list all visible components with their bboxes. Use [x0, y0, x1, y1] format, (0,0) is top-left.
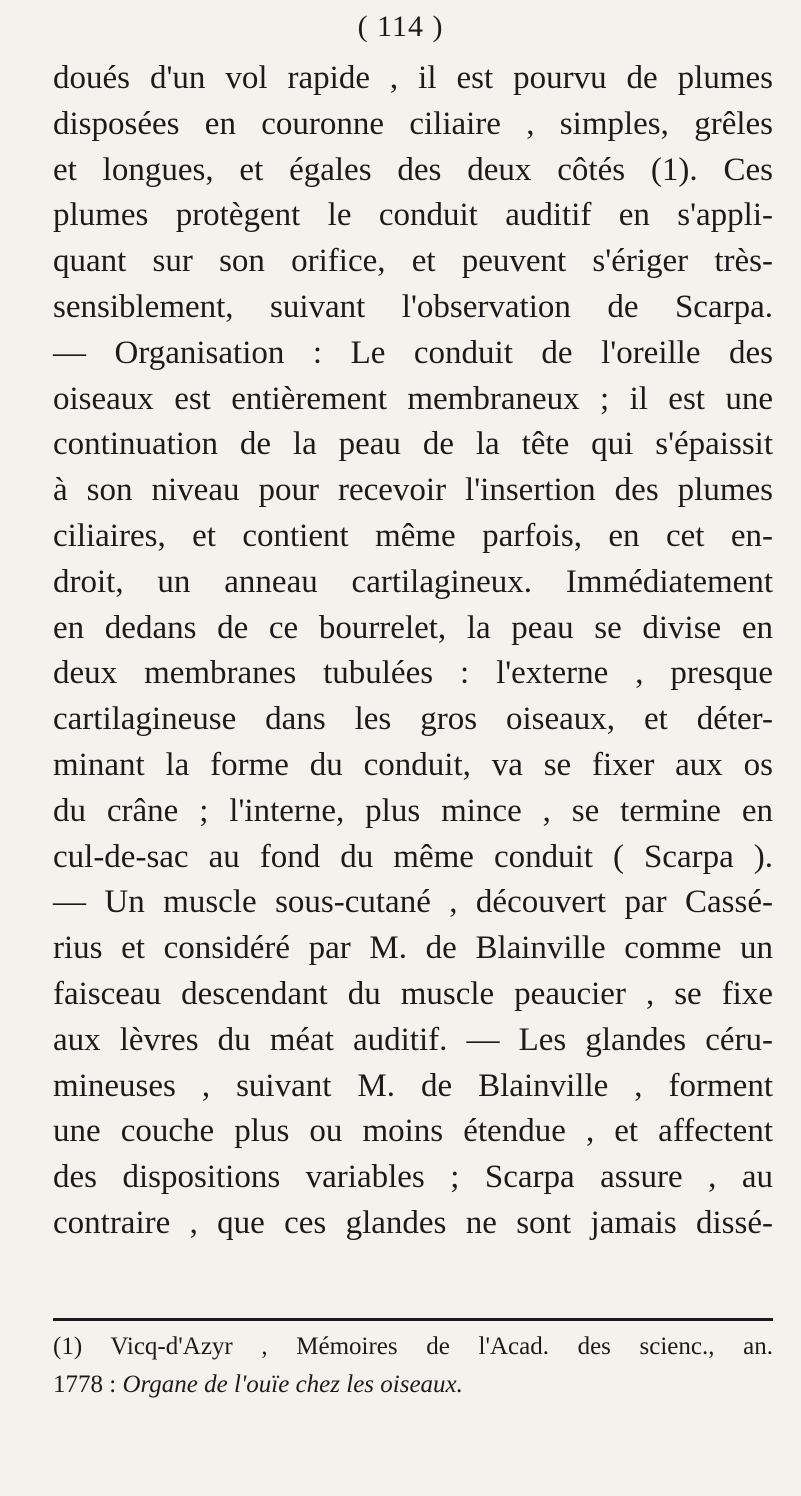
text-line: contraire , que ces glandes ne sont jamais dissé- [53, 1204, 773, 1241]
text-line: quant sur son orifice, et peuvent s'ériger très- [53, 243, 773, 280]
text-line: mineuses , suivant M. de Blainville , forment [53, 1067, 773, 1104]
text-line: cartilagineuse dans les gros oiseaux, et déter- [53, 701, 773, 738]
footnote-line: (1) Vicq-d'Azyr , Mémoires de l'Acad. des scienc., an. [53, 1333, 773, 1360]
text-line: une couche plus ou moins étendue , et affectent [53, 1113, 773, 1150]
footnote-year: 1778 : [53, 1371, 123, 1398]
text-line: plumes protègent le conduit auditif en s'appli- [53, 197, 773, 234]
text-line: faisceau descendant du muscle peaucier , se fixe [53, 975, 773, 1012]
text-line: disposées en couronne ciliaire , simples, grêles [53, 105, 773, 142]
text-line: — Un muscle sous-cutané , découvert par Cassé- [53, 884, 773, 921]
text-line: ciliaires, et contient même parfois, en cet en- [53, 517, 773, 554]
text-line: cul-de-sac au fond du même conduit ( Scarpa ). [53, 838, 773, 875]
page-number: ( 114 ) [357, 10, 444, 43]
text-line: oiseaux est entièrement membraneux ; il est une [53, 380, 773, 417]
text-line: droit, un anneau cartilagineux. Immédiatement [53, 563, 773, 600]
text-line: minant la forme du conduit, va se fixer aux os [53, 746, 773, 783]
footnote-divider [53, 1318, 773, 1321]
text-line: rius et considéré par M. de Blainville comme un [53, 930, 773, 967]
text-line: doués d'un vol rapide , il est pourvu de plumes [53, 60, 773, 96]
text-line: à son niveau pour recevoir l'insertion des plumes [53, 472, 773, 509]
body-text [53, 56, 773, 1247]
footnote-title: Organe de l'ouïe chez les oiseaux. [122, 1371, 463, 1398]
footnote-line [53, 1366, 773, 1404]
text-line: sensiblement, suivant l'observation de Scarpa. [53, 288, 773, 325]
text-line: deux membranes tubulées : l'externe , presque [53, 655, 773, 692]
text-line: aux lèvres du méat auditif. — Les glandes céru- [53, 1021, 773, 1058]
text-line: en dedans de ce bourrelet, la peau se divise en [53, 609, 773, 646]
text-line: du crâne ; l'interne, plus mince , se termine en [53, 792, 773, 829]
text-line: continuation de la peau de la tête qui s'épaissit [53, 426, 773, 463]
text-line: et longues, et égales des deux côtés (1). Ces [53, 151, 773, 188]
footnote [53, 1328, 773, 1404]
text-line: des dispositions variables ; Scarpa assure , au [53, 1159, 773, 1196]
text-line: — Organisation : Le conduit de l'oreille des [53, 334, 773, 371]
